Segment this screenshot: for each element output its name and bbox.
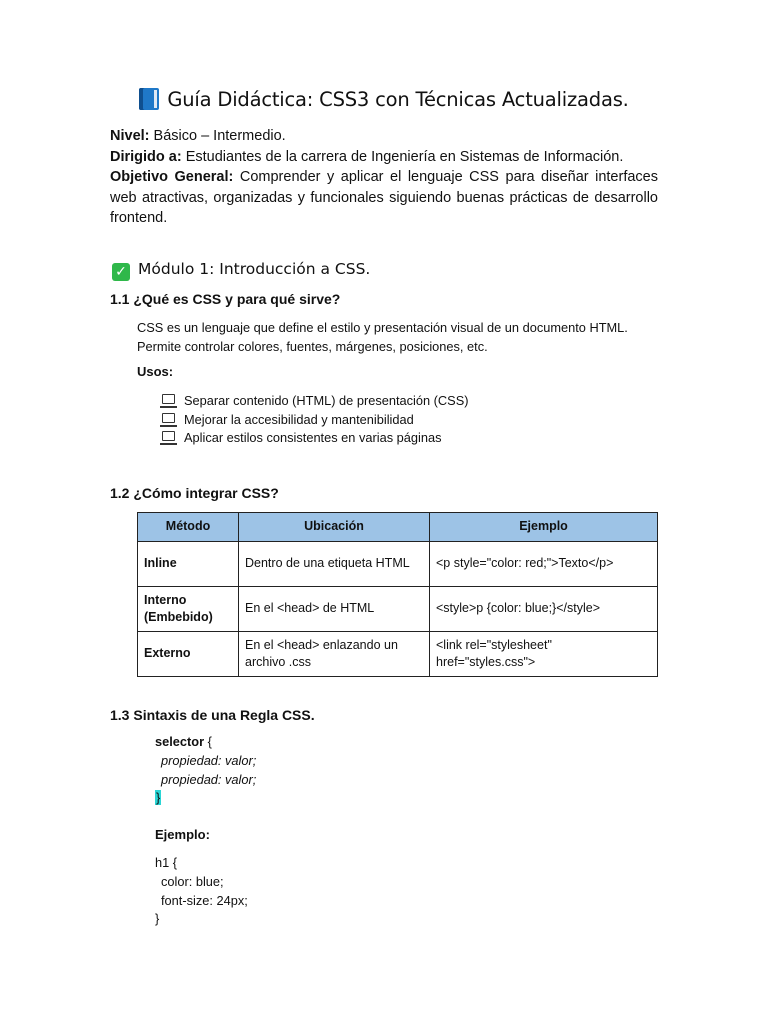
section-1-2-heading: 1.2 ¿Cómo integrar CSS? [110,485,279,501]
code-close-brace: } [156,790,161,806]
table-cell: Interno (Embebido) [138,587,239,632]
table-row [138,542,658,587]
list-item-text: Mejorar la accesibilidad y mantenibilidad [184,411,414,427]
list-item [162,411,469,430]
table-header-row [138,513,658,542]
column-header-metodo: Método [138,513,239,542]
integration-methods-table [137,512,658,677]
ejemplo-label: Ejemplo: [155,827,210,842]
nivel-value: Básico – Intermedio. [149,128,286,144]
code-line: } [155,911,160,927]
usos-list [162,392,469,448]
usos-label: Usos: [137,364,174,379]
computer-icon [162,431,175,441]
code-selector: selector [155,734,205,749]
syntax-code-block [155,733,256,808]
table-cell: Dentro de una etiqueta HTML [239,542,430,587]
computer-icon [162,413,175,423]
objetivo-line [110,167,658,229]
section-1-1-line-2: Permite controlar colores, fuentes, márgenes, posiciones, etc. [137,339,488,354]
example-code-block [155,854,248,929]
table-cell: En el <head> enlazando un archivo .css [239,632,430,677]
section-1-3-heading: 1.3 Sintaxis de una Regla CSS. [110,707,315,723]
column-header-ubicacion: Ubicación [239,513,430,542]
table-cell: <link rel="stylesheet" href="styles.css"> [430,632,658,677]
list-item-text: Separar contenido (HTML) de presentación (CSS) [184,393,469,408]
table-cell: <style>p {color: blue;}</style> [430,587,658,632]
nivel-label: Nivel: [110,128,150,144]
nivel-line [110,126,658,147]
table-cell: Inline [138,542,239,587]
table-cell: <p style="color: red;">Texto</p> [430,542,658,587]
code-line: color: blue; [161,873,224,889]
table-cell: Externo [138,632,239,677]
document-title-text: Guía Didáctica: CSS3 con Técnicas Actualizadas. [167,88,629,111]
list-item [162,392,469,411]
table-cell: En el <head> de HTML [239,587,430,632]
check-icon: ✓ [112,263,130,281]
code-line [155,733,256,752]
computer-icon [162,394,175,404]
list-item [162,429,469,448]
dirigido-value: Estudiantes de la carrera de Ingeniería en Sistemas de Información. [181,148,624,165]
code-property: propiedad: valor; [161,771,257,787]
code-line: font-size: 24px; [161,892,248,908]
book-icon [139,88,159,110]
code-line: h1 { [155,855,178,870]
dirigido-label: Dirigido a: [110,148,182,165]
column-header-ejemplo: Ejemplo [430,513,658,542]
section-1-1-heading: 1.1 ¿Qué es CSS y para qué sirve? [110,291,341,307]
objetivo-value: Comprender y aplicar el lenguaje CSS para diseñar interfaces web atractivas, organizadas y funcionales siguiendo buenas prácticas de desarrollo frontend. [110,169,658,226]
section-1-1-line-1: CSS es un lenguaje que define el estilo y presentación visual de un documento HTML. [137,320,628,335]
document-meta [110,126,658,229]
table-row [138,587,658,632]
module-1-title: Módulo 1: Introducción a CSS. [138,260,371,278]
module-1-heading [112,260,370,281]
table-row [138,632,658,677]
code-line [155,789,256,808]
code-open-brace: { [204,734,212,749]
list-item-text: Aplicar estilos consistentes en varias páginas [184,430,442,445]
dirigido-line [110,147,658,168]
document-title [0,88,768,111]
code-property: propiedad: valor; [161,752,257,768]
objetivo-label: Objetivo General: [110,169,234,185]
